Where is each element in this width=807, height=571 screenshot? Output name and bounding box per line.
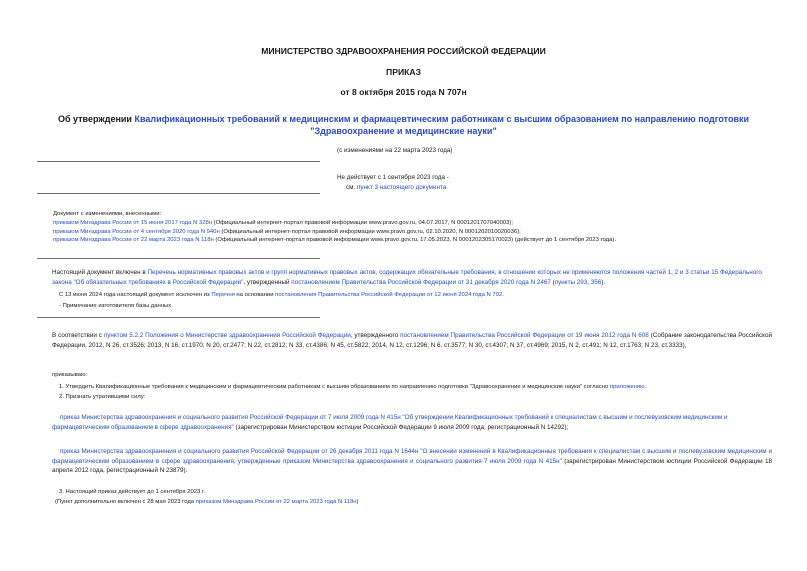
title-prefix: Об утверждении [57,114,135,124]
order-word: приказываю: [52,372,88,378]
order-415n-link[interactable]: приказ Министерства здравоохранения и социального развития Российской Федерации от 7 июля 2009 года N 415н "Об утверждении Квалификационных требований к специалистам с высшим и послевузовским медицинским и фармацевтическим образованием в сфере здравоохранения" [52,414,728,431]
postanovlenie-2467-link[interactable]: постановлением Правительства Российской Федерации от 31 декабря 2020 года N 2467 [291,278,551,286]
changes-block [53,210,616,245]
divider [37,317,320,318]
paragraph-3-note: (Пункт дополнительно включен с 28 мая 2023 года приказом Минздрава России от 22 марта 2023 года N 118н) [55,499,359,505]
divider [37,258,320,259]
appendix-link[interactable]: приложению [609,384,645,390]
postanovlenie-792-link[interactable]: постановления Правительства Российской Федерации от 12 июня 2024 года N 792 [275,292,503,298]
document-title [0,114,807,137]
paragraph-1: 1. Утвердить Квалификационные требования к медицинским и фармацевтическим работникам с высшим образованием по направлению подготовки "Здравоохранение и медицинские науки" согласно приложению. [59,384,647,390]
order-1644n-link[interactable]: приказ Министерства здравоохранения и социального развития Российской Федерации от 26 декабря 2011 года N 1644н "О внесении изменений в Квалификационные требования к специалистам с высшим и послевузовским медицинским и фармацевтическим образованием в сфере здравоохранения, утвержденные приказом Министерства здравоохранения и социального развития 7 июля 2009 года N 415н" [52,448,772,465]
title-link-line2[interactable]: "Здравоохранение и медицинские науки" [310,125,497,136]
divider [37,161,320,162]
punkty-link[interactable]: пункты 293, 356 [554,278,602,286]
change-link-1[interactable]: приказом Минздрава России от 15 июня 2017 года N 328н [53,219,212,226]
postanovlenie-608-link[interactable]: постановлением Правительства Российской Федерации от 19 июня 2012 года N 608 [400,332,649,339]
doc-type-heading: ПРИКАЗ [386,67,421,77]
divider [37,193,320,194]
title-link[interactable]: Квалификационных требований к медицинским и фармацевтическим работникам с высшим образованием по направлению подготовки [134,114,750,124]
ministry-heading: МИНИСТЕРСТВО ЗДРАВООХРАНЕНИЯ РОССИЙСКОЙ ФЕДЕРАЦИИ [261,46,546,56]
exclusion-note: С 13 июня 2024 года настоящий документ исключен из Перечня на основании постановления Правительства Российской Федерации от 12 июня 2024 года N 792. [59,292,504,298]
paragraph-2: 2. Признать утратившими силу: [59,394,146,400]
status-line: Не действует с 1 сентября 2023 года - [337,174,449,181]
polozhenie-link[interactable]: пунктом 5.2.2 Положения о Министерстве здравоохранения Российской Федерации [103,332,351,339]
inclusion-note: Настоящий документ включен в Перечень нормативных правовых актов и групп нормативных правовых актов, содержащих обязательные требования, в отношении которых не применяются положения частей 1, 2 и 3 статьи 15 Федерального закона "Об обязательных требованиях в Российской Федерации", утвержденный постановлением Правительства Российской Федерации от 31 декабря 2020 года N 2467 (пункты 293, 356). [52,269,762,286]
perechnya-link[interactable]: Перечня [211,292,235,298]
paragraph-3: 3. Настоящий приказ действует до 1 сентября 2023 г. [59,489,205,495]
repealed-order-2: приказ Министерства здравоохранения и социального развития Российской Федерации от 26 декабря 2011 года N 1644н "О внесении изменений в Квалификационные требования к специалистам с высшим и послевузовским медицинским и фармацевтическим образованием в сфере здравоохранения, утвержденные приказом Министерства здравоохранения и социального развития 7 июля 2009 года N 415н" (зарегистрирован Министерством юстиции Российской Федерации 18 апреля 2012 года, регистрационный N 23879). [52,448,772,475]
change-item-1: приказом Минздрава России от 15 июня 2017 года N 328н (Официальный интернет-портал правовой информации www.pravo.gov.ru, 04.07.2017, N 0001201707040003); [53,219,514,226]
repealed-order-1: приказ Министерства здравоохранения и социального развития Российской Федерации от 7 июля 2009 года N 415н "Об утверждении Квалификационных требований к специалистам с высшим и послевузовским медицинским и фармацевтическим образованием в сфере здравоохранения" (зарегистрирован Министерством юстиции Российской Федерации 9 июля 2009 года, регистрационный N 14292); [52,414,728,431]
change-item-3: приказом Минздрава России от 22 марта 2023 года N 118н (Официальный интернет-портал правовой информации www.pravo.gov.ru, 17.05.2023, N 0001202305170023) (действует до 1 сентября 2023 года). [53,237,616,244]
preamble: В соответствии с пунктом 5.2.2 Положения о Министерстве здравоохранения Российской Федерации, утвержденного постановлением Правительства Российской Федерации от 19 июня 2012 года N 608 (Собрание законодательства Российской Федерации, 2012, N 26, ст.3526; 2013, N 16, ст.1970; N 20, ст.2477; N 22, ст.2812; N 33, ст.4386; N 45, ст.5822; 2014, N 12, ст.1296; N 6, ст.3577; N 30, ст.4307; N 37, ст.4969; 2015, N 2, ст.491; N 12, ст.1763; N 23, ст.3333), [52,332,773,349]
change-link-3[interactable]: приказом Минздрава России от 22 марта 2023 года N 118н [53,237,214,244]
order-118n-link[interactable]: приказом Минздрава России от 22 марта 2023 года N 118н [195,499,357,505]
db-footnote: - Примечание изготовителя базы данных. [59,303,173,309]
status-link[interactable]: пункт 3 настоящего документа [356,184,447,191]
change-link-2[interactable]: приказом Минздрава России от 4 сентября 2020 года N 940н [53,228,220,235]
change-item-2: приказом Минздрава России от 4 сентября 2020 года N 940н (Официальный интернет-портал правовой информации www.pravo.gov.ru, 02.10.2020, N 0001202010020036); [53,228,521,235]
date-number-heading: от 8 октября 2015 года N 707н [340,87,467,97]
amendment-note: (с изменениями на 22 марта 2023 года) [337,147,453,154]
perechen-link[interactable]: Перечень нормативных правовых актов и групп нормативных правовых актов, содержащих обязательные требования, в отношении которых не применяются положения частей 1, 2 и 3 статьи 15 Федерального закона "Об обязательных требованиях в Российской Федерации" [52,269,762,286]
changes-heading: Документ с изменениями, внесенными: [53,211,162,217]
status-see: см. пункт 3 настоящего документа [346,184,447,191]
